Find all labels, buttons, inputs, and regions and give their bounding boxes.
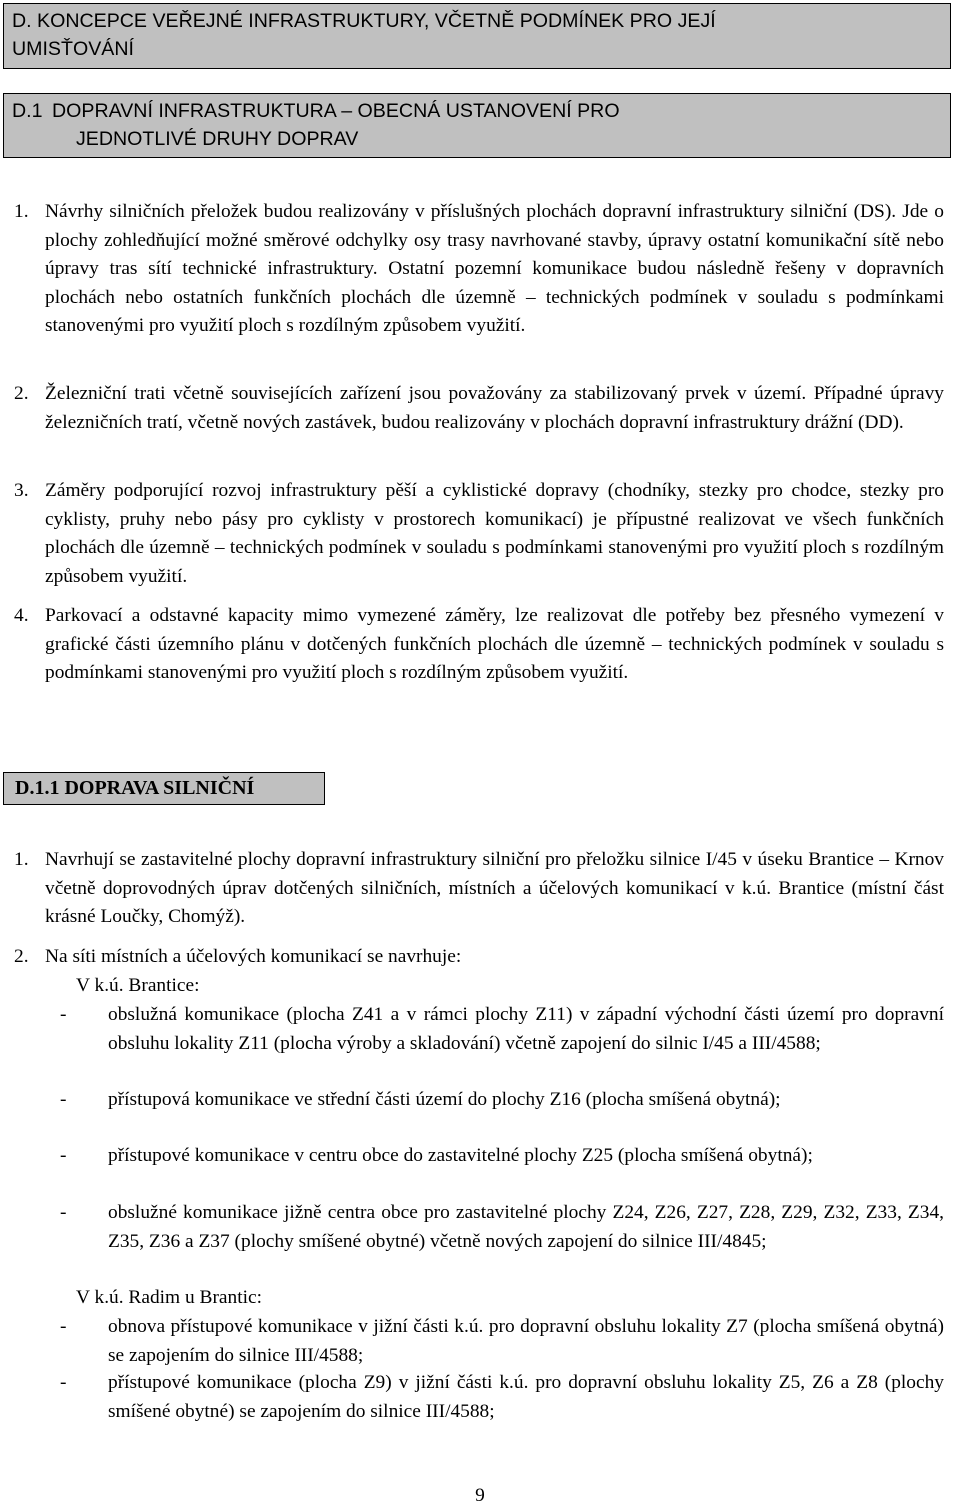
item-text: Navrhují se zastavitelné plochy dopravní infrastruktury silniční pro přeložku silnice I/45 v úseku Brantice – Krnov včetně doprovodných úprav dotčených silničních, místních a účelových komunikací v k.ú. Brantice (místní část krásné Loučky, Chomýž).: [45, 849, 944, 928]
bullet-dash: -: [60, 1089, 67, 1110]
heading-text: DOPRAVNÍ INFRASTRUKTURA – OBECNÁ USTANOVENÍ PRO: [52, 100, 620, 122]
bullet-dash: -: [60, 1372, 67, 1393]
item-number: 1.: [14, 201, 29, 222]
bullet-dash: -: [60, 1004, 67, 1025]
item-number: 4.: [14, 605, 29, 626]
list-item: [14, 943, 944, 972]
area-label-radim: V k.ú. Radim u Brantic:: [76, 1287, 262, 1308]
item-number: 2.: [14, 946, 29, 967]
section-heading-d1: [3, 93, 951, 158]
bullet-text: přístupové komunikace (plocha Z9) v jižní části k.ú. pro dopravní obsluhu lokality Z5, Z6 a Z8 (plochy smíšené obytné) se zapojením do silnice III/4588;: [108, 1372, 944, 1422]
bullet-item: [60, 1142, 944, 1171]
item-number: 1.: [14, 849, 29, 870]
item-text: Návrhy silničních přeložek budou realizovány v příslušných plochách dopravní infrastruktury silniční (DS). Jde o plochy zohledňující možné směrové odchylky osy trasy navrhované stavby, úpravy ostatní komunikační sítě nebo úpravy tras sítí technické infrastruktury. Ostatní pozemní komunikace budou následně řešeny v dopravních plochách nebo ostatních funkčních plochách dle územně – technických podmínek v souladu s podmínkami stanovenými pro využití ploch s rozdílným způsobem využití.: [45, 201, 944, 337]
item-text: Železniční trati včetně souvisejících zařízení jsou považovány za stabilizovaný prvek v území. Případné úpravy železničních tratí, včetně nových zastávek, budou realizovány v plochách dopravní infrastruktury drážní (DD).: [45, 383, 944, 433]
bullet-item: [60, 1086, 944, 1115]
bullet-item: [60, 1313, 944, 1370]
bullet-dash: -: [60, 1202, 67, 1223]
list-item: [14, 198, 944, 341]
bullet-text: obslužná komunikace (plocha Z41 a v rámci plochy Z11) v západní východní části území pro dopravní obsluhu lokality Z11 (plocha výroby a skladování) včetně zapojení do silnic I/45 a III/4588;: [108, 1004, 944, 1054]
list-item: [14, 602, 944, 688]
area-label-brantice: V k.ú. Brantice:: [76, 975, 200, 996]
section-heading-d11: D.1.1 DOPRAVA SILNIČNÍ: [3, 772, 325, 805]
list-item: [14, 380, 944, 437]
list-item: [14, 477, 944, 591]
heading-line: UMISŤOVÁNÍ: [12, 38, 134, 60]
bullet-dash: -: [60, 1316, 67, 1337]
list-item: [14, 846, 944, 932]
item-number: 2.: [14, 383, 29, 404]
bullet-text: přístupové komunikace v centru obce do zastavitelné plochy Z25 (plocha smíšená obytná);: [108, 1145, 813, 1166]
bullet-item: [60, 1001, 944, 1058]
heading-line: JEDNOTLIVÉ DRUHY DOPRAV: [76, 128, 359, 150]
heading-line: D. KONCEPCE VEŘEJNÉ INFRASTRUKTURY, VČETNĚ PODMÍNEK PRO JEJÍ: [12, 10, 716, 32]
item-number: 3.: [14, 480, 29, 501]
item-text: Na síti místních a účelových komunikací se navrhuje:: [45, 946, 462, 967]
bullet-dash: -: [60, 1145, 67, 1166]
bullet-text: přístupová komunikace ve střední části území do plochy Z16 (plocha smíšená obytná);: [108, 1089, 781, 1110]
page-number: 9: [475, 1485, 485, 1506]
bullet-text: obslužné komunikace jižně centra obce pro zastavitelné plochy Z24, Z26, Z27, Z28, Z29, Z32, Z33, Z34, Z35, Z36 a Z37 (plochy smíšené obytné) včetně nových zapojení do silnice III/4845;: [108, 1202, 944, 1252]
section-heading-d: [3, 3, 951, 69]
heading-number: D.1: [12, 100, 43, 122]
bullet-item: [60, 1199, 944, 1256]
item-text: Parkovací a odstavné kapacity mimo vymezené záměry, lze realizovat dle potřeby bez přesného vymezení v grafické části územního plánu v dotčených funkčních plochách dle územně – technických podmínek v souladu s podmínkami stanovenými pro využití ploch s rozdílným způsobem využití.: [45, 605, 944, 684]
bullet-text: obnova přístupové komunikace v jižní části k.ú. pro dopravní obsluhu lokality Z7 (plocha smíšená obytná) se zapojením do silnice III/4588;: [108, 1316, 944, 1366]
heading-line: [4, 97, 950, 125]
item-text: Záměry podporující rozvoj infrastruktury pěší a cyklistické dopravy (chodníky, stezky pro chodce, stezky pro cyklisty, pruhy nebo pásy pro cyklisty v prostorech komunikací) je přípustné realizovat ve všech funkčních plochách dle územně – technických podmínek v souladu s podmínkami stanovenými pro využití ploch s rozdílným způsobem využití.: [45, 480, 944, 587]
bullet-item: [60, 1369, 944, 1426]
